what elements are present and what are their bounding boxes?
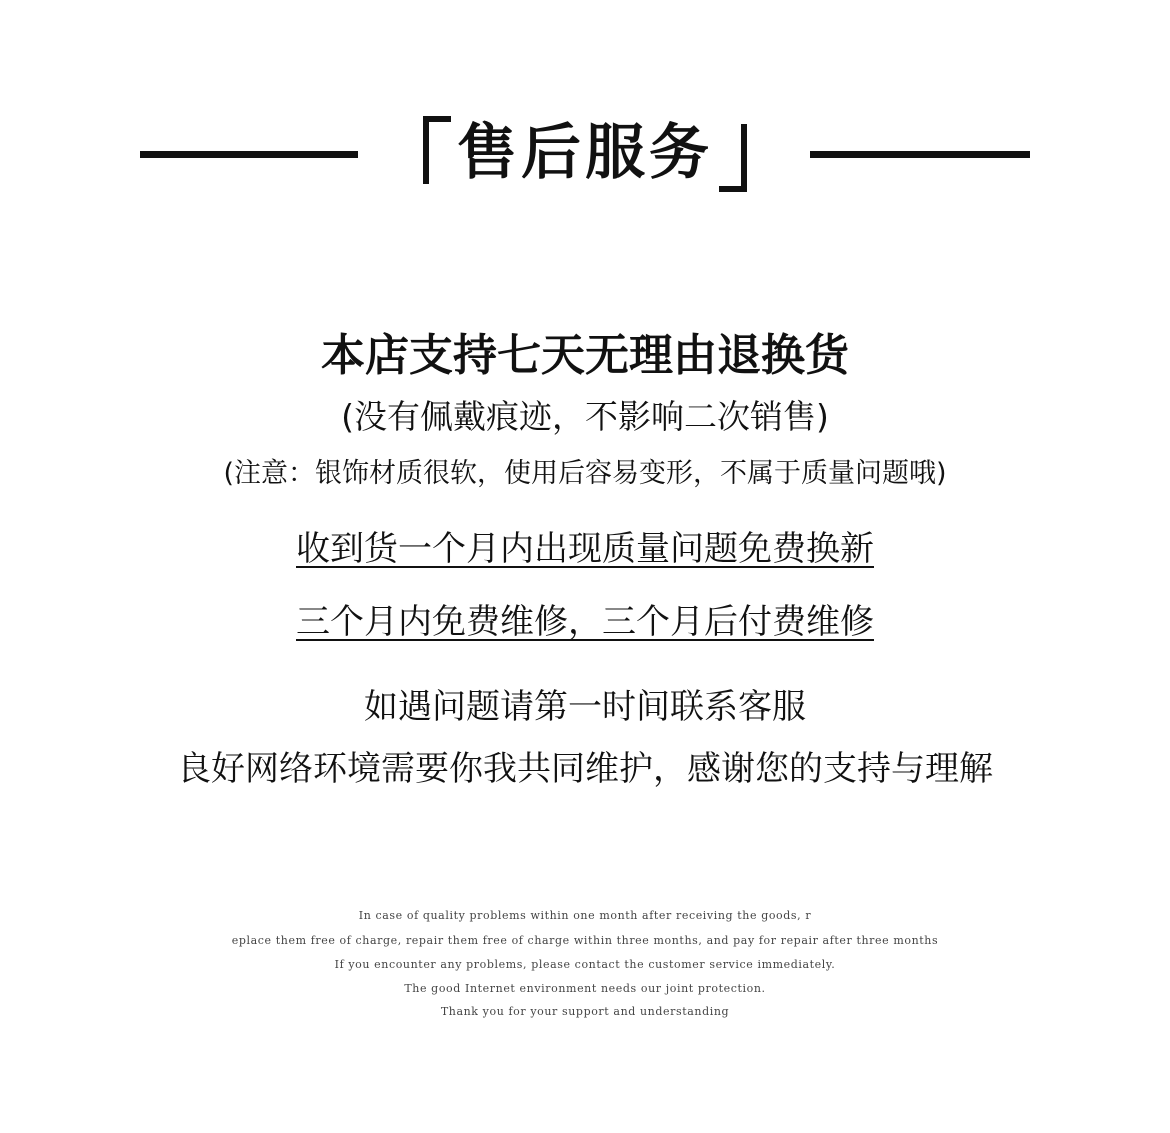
english-translation-line-3: If you encounter any problems, please contact the customer service immediately. — [334, 958, 836, 971]
right-divider-rule — [810, 151, 1030, 158]
page-title: 售后服务 — [457, 118, 713, 188]
english-translation-line-4: The good Internet environment needs our joint protection. — [404, 982, 766, 995]
replacement-policy-text: 收到货一个月内出现质量问题免费换新 — [296, 529, 874, 569]
return-policy-headline: 本店支持七天无理由退换货 — [321, 330, 849, 381]
contact-service-text: 如遇问题请第一时间联系客服 — [364, 687, 806, 727]
english-translation-line-5: Thank you for your support and understanding — [440, 1005, 730, 1018]
title-group — [375, 113, 795, 193]
repair-policy-text: 三个月内免费维修，三个月后付费维修 — [296, 602, 874, 642]
header — [0, 105, 1170, 200]
close-corner-bracket — [719, 124, 747, 192]
english-translation-line-1: In case of quality problems within one month after receiving the goods, r — [358, 909, 812, 922]
thanks-text: 良好网络环境需要你我共同维护，感谢您的支持与理解 — [177, 749, 993, 789]
repair-policy-line — [0, 602, 1170, 642]
replacement-policy-line — [0, 529, 1170, 569]
open-corner-bracket — [423, 116, 451, 184]
return-condition-text: (没有佩戴痕迹，不影响二次销售) — [341, 397, 829, 436]
english-translation-line-2: eplace them free of charge, repair them free of charge within three months, and pay for repair after three months — [231, 934, 939, 947]
left-divider-rule — [140, 151, 358, 158]
material-note-text: (注意：银饰材质很软，使用后容易变形，不属于质量问题哦) — [223, 458, 947, 489]
